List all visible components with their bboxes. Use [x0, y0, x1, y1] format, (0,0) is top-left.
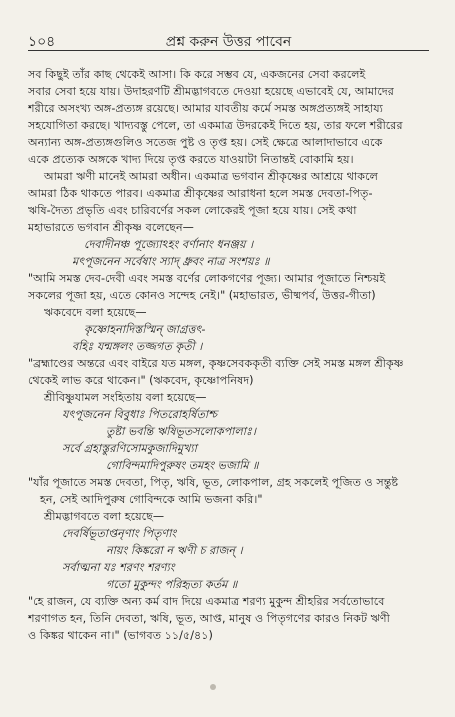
- body-line: সহযোগিতা করছে। খাদ্যবস্তু পেলে, তা একমাত্র উদরকেই দিতে হয়, তার ফলে শরীরের: [28, 119, 403, 132]
- verse-line: বহিঃ যন্মঙ্গলং তজ্জগত কৃতী ।: [72, 340, 203, 353]
- page-header: [28, 30, 429, 52]
- verse-line: নায়ং কিঙ্করো ন ঋণী চ রাজন্ ।: [106, 544, 243, 557]
- verse-line: যৎপূজনেন বিবুধাঃ পিতরোহর্ষিতাশ্চ: [62, 408, 217, 421]
- translation-line: "হে রাজন, যে ব্যক্তি অন্য কর্ম বাদ দিয়ে একমাত্র শরণ্য মুকুন্দ শ্রীহরির সর্বতোভাবে: [28, 595, 385, 608]
- header-rule: [28, 50, 429, 51]
- body-line: ঋষি-দৈত্য প্রভৃতি এবং চারিবর্ণের সকল লোকেরই পূজা হয়ে যায়। সেই কথা: [28, 204, 357, 217]
- translation-line: "ব্রহ্মাণ্ডের অন্তরে এবং বাইরে যত মঙ্গল, কৃষ্ণসেবককৃতী ব্যক্তি সেই সমস্ত মঙ্গল শ্রীকৃষ্ণ: [28, 357, 404, 370]
- body-line: অন্যান্য অঙ্গ-প্রত্যঙ্গগুলিও সতেজ পুষ্ট ও তৃপ্ত হয়। সেই ক্ষেত্রে আলাদাভাবে একে: [28, 136, 383, 149]
- page-smudge: [210, 684, 216, 690]
- body-line: আমরা ঋণী মানেই আমরা অধীন। একমাত্র ভগবান শ্রীকৃষ্ণের আশ্রয়ে থাকলে: [44, 170, 378, 183]
- verse-line: দেবর্ষিভূতাপ্তনৃণাং পিতৃণাং: [62, 527, 177, 540]
- intro-line: ঋকবেদে বলা হয়েছে—: [44, 306, 147, 319]
- verse-line: তুষ্টা ভবন্তি ঋষিভূতসলোকপালাঃ।: [106, 425, 256, 438]
- verse-line: গোবিন্দমাদিপুরুষং তমহং ভজামি ॥: [106, 459, 259, 472]
- body-line: একে প্রত্যেক অঙ্গকে খাদ্য দিয়ে তৃপ্ত করতে যাওয়াটা নিতান্তই বোকামি হয়।: [28, 153, 354, 166]
- intro-line: শ্রীবিষ্ণুযামল সংহিতায় বলা হয়েছে—: [44, 391, 207, 404]
- translation-line: হন, সেই আদিপুরুষ গোবিন্দকে আমি ভজনা করি।": [40, 493, 263, 506]
- body-line: শরীরে অসংখ্য অঙ্গ-প্রত্যঙ্গ রয়েছে। আমার যাবতীয় কর্মে সমস্ত অঙ্গপ্রত্যঙ্গই সাহায্য: [28, 102, 383, 115]
- translation-line: "যাঁর পূজাতে সমস্ত দেবতা, পিতৃ, ঋষি, ভূত, লোকপাল, গ্রহ সকলেই পূজিত ও সন্তুষ্ট: [28, 476, 399, 489]
- page-number: ১০৪: [28, 34, 56, 50]
- verse-line: সর্বে গ্রহাস্তুরণিসোমকুজাদিমুখ্যা: [62, 442, 197, 455]
- translation-line: শরণাগত হন, তিনি দেবতা, ঋষি, ভূত, আপ্ত, মানুষ ও পিতৃগণের কারও নিকট ঋণী: [28, 612, 390, 625]
- verse-line: মৎপূজনেন সর্বেষাং স্যাদ্ ধ্রুবং নাত্র সংশয়ঃ ॥: [72, 255, 270, 268]
- verse-line: গতো মুকুন্দং পরিহৃত্য কর্তম ॥: [106, 578, 238, 591]
- translation-line: "আমি সমস্ত দেব-দেবী এবং সমস্ত বর্ণের লোকগণের পূজ্য। আমার পূজাতে নিশ্চয়ই: [28, 272, 386, 285]
- translation-line: সকলের পূজা হয়, এতে কোনও সন্দেহ নেই।" (মহাভারত, ভীষ্মপর্ব, উত্তর-গীতা): [28, 289, 376, 302]
- verse-line: সর্বাত্মনা যঃ শরণং শরণ্যং: [62, 561, 175, 574]
- verse-line: কৃষ্ণোহনাদিস্তস্মিন্ জাগ্রত্তৎ-: [84, 323, 206, 336]
- running-title: প্রশ্ন করুন উত্তর পাবেন: [165, 34, 292, 50]
- body-line: সবার সেবা হয়ে যায়। উদাহরণটি শ্রীমদ্ভাগবতে দেওয়া হয়েছে এভাবেই যে, আমাদের: [28, 85, 394, 98]
- body-line: সব কিছুই তাঁর কাছ থেকেই আসা। কি করে সম্ভব যে, একজনের সেবা করলেই: [28, 68, 366, 81]
- translation-line: থেকেই লাভ করে থাকেন।" (ঋকবেদ, কৃষ্ণোপনিষদ): [28, 374, 254, 387]
- page-body: [28, 66, 429, 644]
- body-line: আমরা ঠিক থাকতে পারব। একমাত্র শ্রীকৃষ্ণের আরাধনা হলে সমস্ত দেবতা-পিতৃ-: [28, 187, 373, 200]
- body-line: মহাভারতে ভগবান শ্রীকৃষ্ণ বলেছেন—: [28, 221, 194, 234]
- translation-line: ও কিঙ্কর থাকেন না।" (ভাগবত ১১/৫/৪১): [28, 629, 213, 642]
- intro-line: শ্রীমদ্ভাগবতে বলা হয়েছে—: [44, 510, 165, 523]
- verse-line: দেবাদীনঞ্চ পূজ্যোঽহং বর্ণানাং ধনঞ্জয় ।: [84, 238, 254, 251]
